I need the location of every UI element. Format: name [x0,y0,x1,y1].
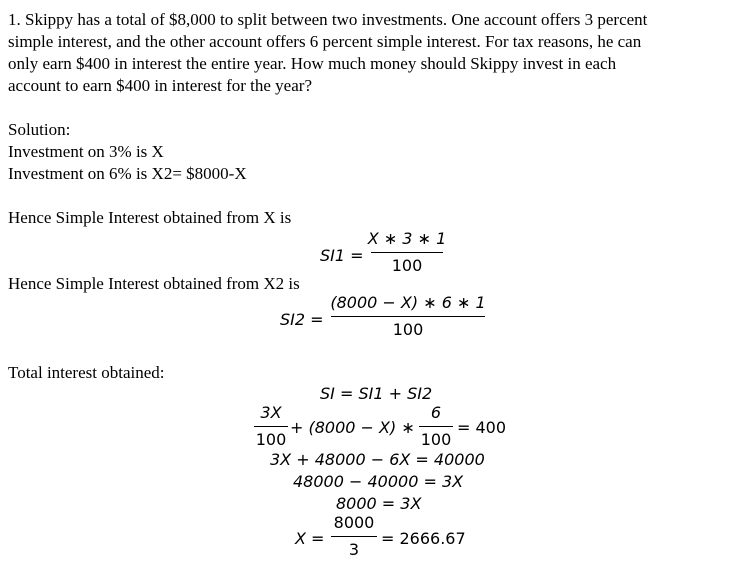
final-lhs: X = [295,529,325,548]
combined-middle: + (8000 − X) ∗ [290,418,415,437]
step-2-equation: 48000 − 40000 = 3X [293,472,464,491]
si2-fraction [331,293,485,340]
si2-lhs: SI2 = [280,310,324,329]
combined-frac1-numerator: 3X [260,403,282,422]
final-answer: = 2666.67 [381,529,466,548]
si2-intro: Hence Simple Interest obtained from X2 is [8,274,300,293]
combined-fraction-2 [419,403,453,450]
combined-fraction-1 [254,403,288,450]
problem-line-1: 1. Skippy has a total of $8,000 to split between two investments. One account offers 3 percent [8,10,648,29]
investment-3-percent: Investment on 3% is X [8,142,164,161]
step-3-equation: 8000 = 3X [336,494,422,513]
si1-denominator: 100 [391,256,423,275]
si1-fraction [367,229,447,276]
combined-frac2-numerator: 6 [430,403,442,422]
investment-6-percent: Investment on 6% is X2= $8000-X [8,164,247,183]
final-fraction [331,513,377,560]
si1-numerator: X ∗ 3 ∗ 1 [367,229,447,248]
problem-line-3: only earn $400 in interest the entire year. How much money should Skippy invest in each [8,54,617,73]
combined-frac1-denominator: 100 [255,430,287,449]
combined-rhs: = 400 [457,418,507,437]
si2-numerator: (8000 − X) ∗ 6 ∗ 1 [330,293,486,312]
si-sum-equation: SI = SI1 + SI2 [320,384,433,403]
final-denominator: 3 [348,540,360,559]
solution-heading: Solution: [8,120,71,139]
si1-lhs: SI1 = [320,246,364,265]
total-intro: Total interest obtained: [8,363,165,382]
final-numerator: 8000 [333,513,375,532]
si1-intro: Hence Simple Interest obtained from X is [8,208,292,227]
problem-line-2: simple interest, and the other account offers 6 percent simple interest. For tax reasons, he can [8,32,642,51]
si2-denominator: 100 [392,320,424,339]
problem-line-4: account to earn $400 in interest for the year? [8,76,312,95]
combined-frac2-denominator: 100 [420,430,452,449]
step-1-equation: 3X + 48000 − 6X = 40000 [270,450,485,469]
